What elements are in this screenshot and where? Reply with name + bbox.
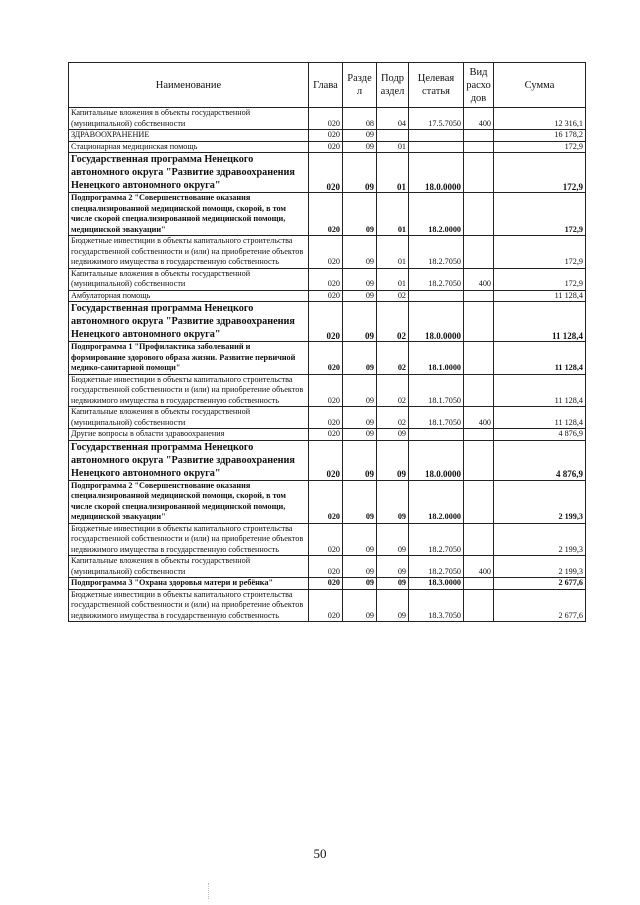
cell-glava: 020 — [309, 290, 343, 302]
cell-vid — [464, 130, 494, 142]
header-sum: Сумма — [494, 63, 586, 108]
cell-podrazdel: 02 — [377, 290, 409, 302]
cell-razdel: 09 — [343, 290, 377, 302]
cell-name: Капитальные вложения в объекты государственной (муниципальной) собственности — [69, 407, 309, 429]
cell-name: Амбулаторная помощь — [69, 290, 309, 302]
cell-razdel: 09 — [343, 407, 377, 429]
table-row — [69, 108, 586, 130]
cell-vid — [464, 141, 494, 153]
cell-name: Бюджетные инвестиции в объекты капитального строительства государственной собственности и (или) на приобретение объектов недвижимого имущества в государственную собственность — [69, 523, 309, 556]
cell-razdel: 09 — [343, 141, 377, 153]
cell-glava: 020 — [309, 589, 343, 622]
cell-razdel: 09 — [343, 130, 377, 142]
cell-target: 18.1.0000 — [409, 342, 464, 375]
cell-razdel: 09 — [343, 440, 377, 480]
table-row — [69, 342, 586, 375]
cell-glava: 020 — [309, 578, 343, 590]
cell-target: 18.2.7050 — [409, 523, 464, 556]
table-row — [69, 236, 586, 269]
cell-glava: 020 — [309, 302, 343, 342]
cell-name: Капитальные вложения в объекты государственной (муниципальной) собственности — [69, 268, 309, 290]
scan-artifact — [208, 883, 210, 899]
cell-vid — [464, 578, 494, 590]
cell-target — [409, 429, 464, 441]
cell-sum: 172,9 — [494, 236, 586, 269]
table-row — [69, 523, 586, 556]
cell-podrazdel: 09 — [377, 589, 409, 622]
cell-vid — [464, 290, 494, 302]
table-row — [69, 407, 586, 429]
table-row — [69, 578, 586, 590]
cell-podrazdel: 09 — [377, 523, 409, 556]
cell-glava: 020 — [309, 153, 343, 193]
header-glava: Глава — [309, 63, 343, 108]
cell-target — [409, 130, 464, 142]
cell-sum: 172,9 — [494, 193, 586, 236]
cell-vid — [464, 236, 494, 269]
cell-sum: 11 128,4 — [494, 342, 586, 375]
cell-name: Капитальные вложения в объекты государственной (муниципальной) собственности — [69, 108, 309, 130]
cell-sum: 12 316,1 — [494, 108, 586, 130]
cell-glava: 020 — [309, 429, 343, 441]
table-row — [69, 193, 586, 236]
cell-sum: 2 199,3 — [494, 480, 586, 523]
table-row — [69, 141, 586, 153]
cell-target — [409, 290, 464, 302]
cell-razdel: 09 — [343, 578, 377, 590]
cell-sum: 172,9 — [494, 141, 586, 153]
cell-vid — [464, 429, 494, 441]
table-row — [69, 429, 586, 441]
cell-target: 18.3.7050 — [409, 589, 464, 622]
cell-vid — [464, 153, 494, 193]
cell-glava: 020 — [309, 268, 343, 290]
cell-target: 18.0.0000 — [409, 153, 464, 193]
cell-vid — [464, 440, 494, 480]
cell-podrazdel: 04 — [377, 108, 409, 130]
cell-podrazdel: 09 — [377, 440, 409, 480]
cell-podrazdel: 01 — [377, 193, 409, 236]
cell-target: 18.1.7050 — [409, 407, 464, 429]
cell-glava: 020 — [309, 108, 343, 130]
cell-vid — [464, 589, 494, 622]
cell-sum: 4 876,9 — [494, 429, 586, 441]
table-header-row — [69, 63, 586, 108]
table-row — [69, 440, 586, 480]
cell-razdel: 09 — [343, 236, 377, 269]
header-name: Наименование — [69, 63, 309, 108]
cell-name: Подпрограмма 2 "Совершенствование оказания специализированной медицинской помощи, скорой, в том числе скорой специализированной медицинской помощи, медицинской эвакуации" — [69, 193, 309, 236]
cell-podrazdel: 02 — [377, 342, 409, 375]
table-row — [69, 268, 586, 290]
cell-glava: 020 — [309, 440, 343, 480]
table-row — [69, 130, 586, 142]
cell-razdel: 09 — [343, 342, 377, 375]
cell-target: 18.2.7050 — [409, 236, 464, 269]
cell-podrazdel: 02 — [377, 374, 409, 407]
cell-sum: 172,9 — [494, 268, 586, 290]
cell-podrazdel: 09 — [377, 429, 409, 441]
cell-name: Подпрограмма 2 "Совершенствование оказания специализированной медицинской помощи, скорой, в том числе скорой специализированной медицинской помощи, медицинской эвакуации" — [69, 480, 309, 523]
cell-target: 18.2.7050 — [409, 556, 464, 578]
cell-name: Стационарная медицинская помощь — [69, 141, 309, 153]
cell-name: ЗДРАВООХРАНЕНИЕ — [69, 130, 309, 142]
cell-target: 18.2.0000 — [409, 480, 464, 523]
cell-target: 18.2.7050 — [409, 268, 464, 290]
cell-glava: 020 — [309, 523, 343, 556]
table-row — [69, 153, 586, 193]
table-row — [69, 556, 586, 578]
cell-sum: 2 199,3 — [494, 523, 586, 556]
cell-razdel: 09 — [343, 302, 377, 342]
cell-podrazdel: 02 — [377, 302, 409, 342]
cell-glava: 020 — [309, 480, 343, 523]
cell-sum: 2 199,3 — [494, 556, 586, 578]
cell-vid — [464, 523, 494, 556]
cell-sum: 4 876,9 — [494, 440, 586, 480]
cell-target: 18.1.7050 — [409, 374, 464, 407]
cell-razdel: 09 — [343, 429, 377, 441]
cell-sum: 2 677,6 — [494, 578, 586, 590]
cell-podrazdel: 01 — [377, 141, 409, 153]
cell-razdel: 08 — [343, 108, 377, 130]
table-row — [69, 290, 586, 302]
table-row — [69, 589, 586, 622]
cell-name: Подпрограмма 1 "Профилактика заболеваний и формирование здорового образа жизни. Развитие первичной медико-санитарной помощи" — [69, 342, 309, 375]
cell-name: Бюджетные инвестиции в объекты капитального строительства государственной собственности и (или) на приобретение объектов недвижимого имущества в государственную собственность — [69, 236, 309, 269]
cell-vid — [464, 302, 494, 342]
cell-razdel: 09 — [343, 153, 377, 193]
header-razdel: Разде л — [343, 63, 377, 108]
cell-sum: 16 178,2 — [494, 130, 586, 142]
cell-vid: 400 — [464, 556, 494, 578]
cell-razdel: 09 — [343, 556, 377, 578]
cell-target: 18.3.0000 — [409, 578, 464, 590]
header-vid: Вид расхо дов — [464, 63, 494, 108]
budget-table — [68, 62, 586, 622]
cell-name: Государственная программа Ненецкого автономного округа "Развитие здравоохранения Ненецкого автономного округа" — [69, 440, 309, 480]
cell-name: Бюджетные инвестиции в объекты капитального строительства государственной собственности и (или) на приобретение объектов недвижимого имущества в государственную собственность — [69, 589, 309, 622]
cell-razdel: 09 — [343, 589, 377, 622]
cell-sum: 11 128,4 — [494, 290, 586, 302]
cell-sum: 2 677,6 — [494, 589, 586, 622]
cell-vid — [464, 342, 494, 375]
header-podrazdel: Подр аздел — [377, 63, 409, 108]
table-row — [69, 480, 586, 523]
cell-razdel: 09 — [343, 193, 377, 236]
cell-vid — [464, 480, 494, 523]
cell-vid — [464, 374, 494, 407]
cell-target: 18.2.0000 — [409, 193, 464, 236]
cell-glava: 020 — [309, 407, 343, 429]
cell-glava: 020 — [309, 556, 343, 578]
cell-razdel: 09 — [343, 523, 377, 556]
cell-glava: 020 — [309, 193, 343, 236]
cell-podrazdel — [377, 130, 409, 142]
cell-vid: 400 — [464, 407, 494, 429]
table-body — [69, 108, 586, 622]
cell-glava: 020 — [309, 141, 343, 153]
cell-sum: 11 128,4 — [494, 407, 586, 429]
cell-glava: 020 — [309, 130, 343, 142]
cell-name: Капитальные вложения в объекты государственной (муниципальной) собственности — [69, 556, 309, 578]
cell-target: 18.0.0000 — [409, 302, 464, 342]
cell-glava: 020 — [309, 342, 343, 375]
cell-glava: 020 — [309, 374, 343, 407]
cell-target: 17.5.7050 — [409, 108, 464, 130]
cell-sum: 11 128,4 — [494, 374, 586, 407]
cell-podrazdel: 09 — [377, 480, 409, 523]
page-number: 50 — [313, 846, 327, 861]
cell-podrazdel: 09 — [377, 556, 409, 578]
cell-razdel: 09 — [343, 374, 377, 407]
cell-razdel: 09 — [343, 268, 377, 290]
table-row — [69, 374, 586, 407]
table-row — [69, 302, 586, 342]
cell-sum: 11 128,4 — [494, 302, 586, 342]
cell-razdel: 09 — [343, 480, 377, 523]
cell-name: Другие вопросы в области здравоохранения — [69, 429, 309, 441]
cell-name: Государственная программа Ненецкого автономного округа "Развитие здравоохранения Ненецкого автономного округа" — [69, 153, 309, 193]
cell-podrazdel: 01 — [377, 268, 409, 290]
cell-vid: 400 — [464, 108, 494, 130]
cell-podrazdel: 01 — [377, 153, 409, 193]
cell-podrazdel: 02 — [377, 407, 409, 429]
cell-podrazdel: 09 — [377, 578, 409, 590]
cell-sum: 172,9 — [494, 153, 586, 193]
cell-name: Государственная программа Ненецкого автономного округа "Развитие здравоохранения Ненецкого автономного округа" — [69, 302, 309, 342]
cell-vid — [464, 193, 494, 236]
cell-vid: 400 — [464, 268, 494, 290]
cell-target: 18.0.0000 — [409, 440, 464, 480]
cell-podrazdel: 01 — [377, 236, 409, 269]
cell-target — [409, 141, 464, 153]
cell-name: Бюджетные инвестиции в объекты капитального строительства государственной собственности и (или) на приобретение объектов недвижимого имущества в государственную собственность — [69, 374, 309, 407]
cell-glava: 020 — [309, 236, 343, 269]
cell-name: Подпрограмма 3 "Охрана здоровья матери и ребёнка" — [69, 578, 309, 590]
header-target: Целевая статья — [409, 63, 464, 108]
